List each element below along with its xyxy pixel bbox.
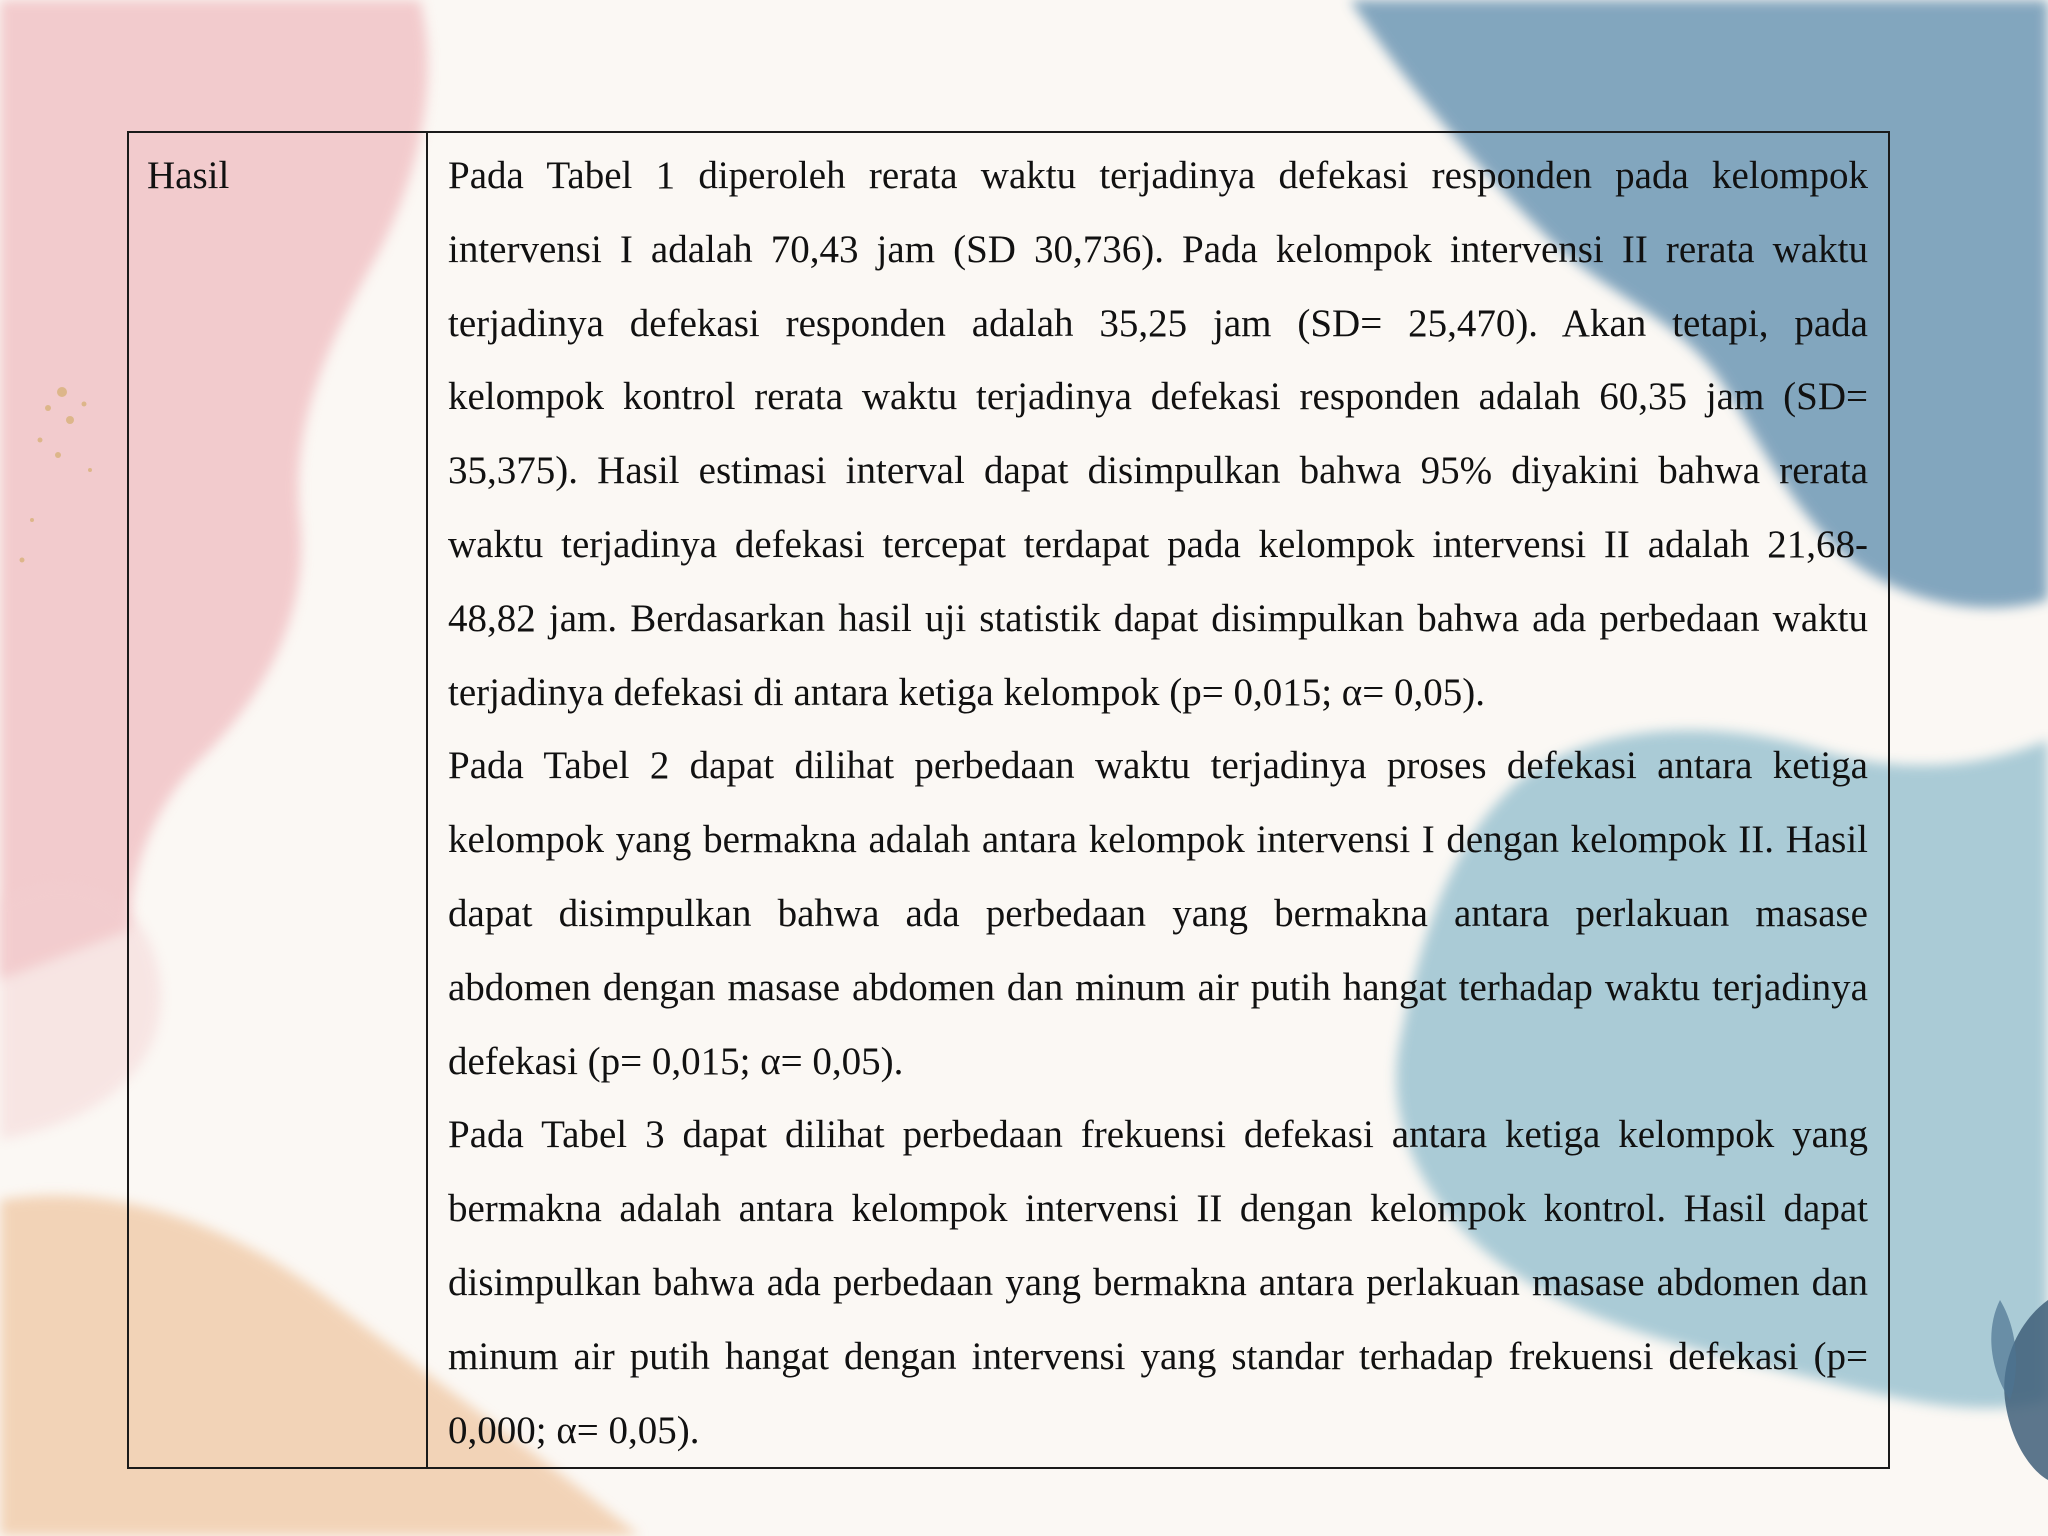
paragraph-tabel-1: Pada Tabel 1 diperoleh rerata waktu terjadinya defekasi responden pada kelompok intervensi I adalah 70,43 jam (SD 30,736). Pada kelompok intervensi II rerata waktu terjadinya defekasi responden adalah 35,25 jam (SD= 25,470). Akan tetapi, pada kelompok kontrol rerata waktu terjadinya defekasi responden adalah 60,35 jam (SD= 35,375). Hasil estimasi interval dapat disimpulkan bahwa 95% diyakini bahwa rerata waktu terjadinya defekasi tercepat terdapat pada kelompok intervensi II adalah 21,68-48,82 jam. Berdasarkan hasil uji statistik dapat disimpulkan bahwa ada perbedaan waktu terjadinya defekasi di antara ketiga kelompok (p= 0,015; α= 0,05). (448, 154, 1868, 714)
row-label-cell (128, 132, 427, 1468)
table-row (128, 132, 1889, 1468)
results-table (127, 131, 1890, 1469)
paragraph-tabel-2: Pada Tabel 2 dapat dilihat perbedaan waktu terjadinya proses defekasi antara ketiga kelompok yang bermakna adalah antara kelompok intervensi I dengan kelompok II. Hasil dapat disimpulkan bahwa ada perbedaan yang bermakna antara perlakuan masase abdomen dengan masase abdomen dan minum air putih hangat terhadap waktu terjadinya defekasi (p= 0,015; α= 0,05). (448, 744, 1868, 1083)
paragraph-tabel-3: Pada Tabel 3 dapat dilihat perbedaan frekuensi defekasi antara ketiga kelompok yang bermakna adalah antara kelompok intervensi II dengan kelompok kontrol. Hasil dapat disimpulkan bahwa ada perbedaan yang bermakna antara perlakuan masase abdomen dan minum air putih hangat dengan intervensi yang standar terhadap frekuensi defekasi (p= 0,000; α= 0,05). (448, 1113, 1868, 1452)
content-cell (427, 132, 1889, 1468)
row-label: Hasil (147, 154, 230, 197)
